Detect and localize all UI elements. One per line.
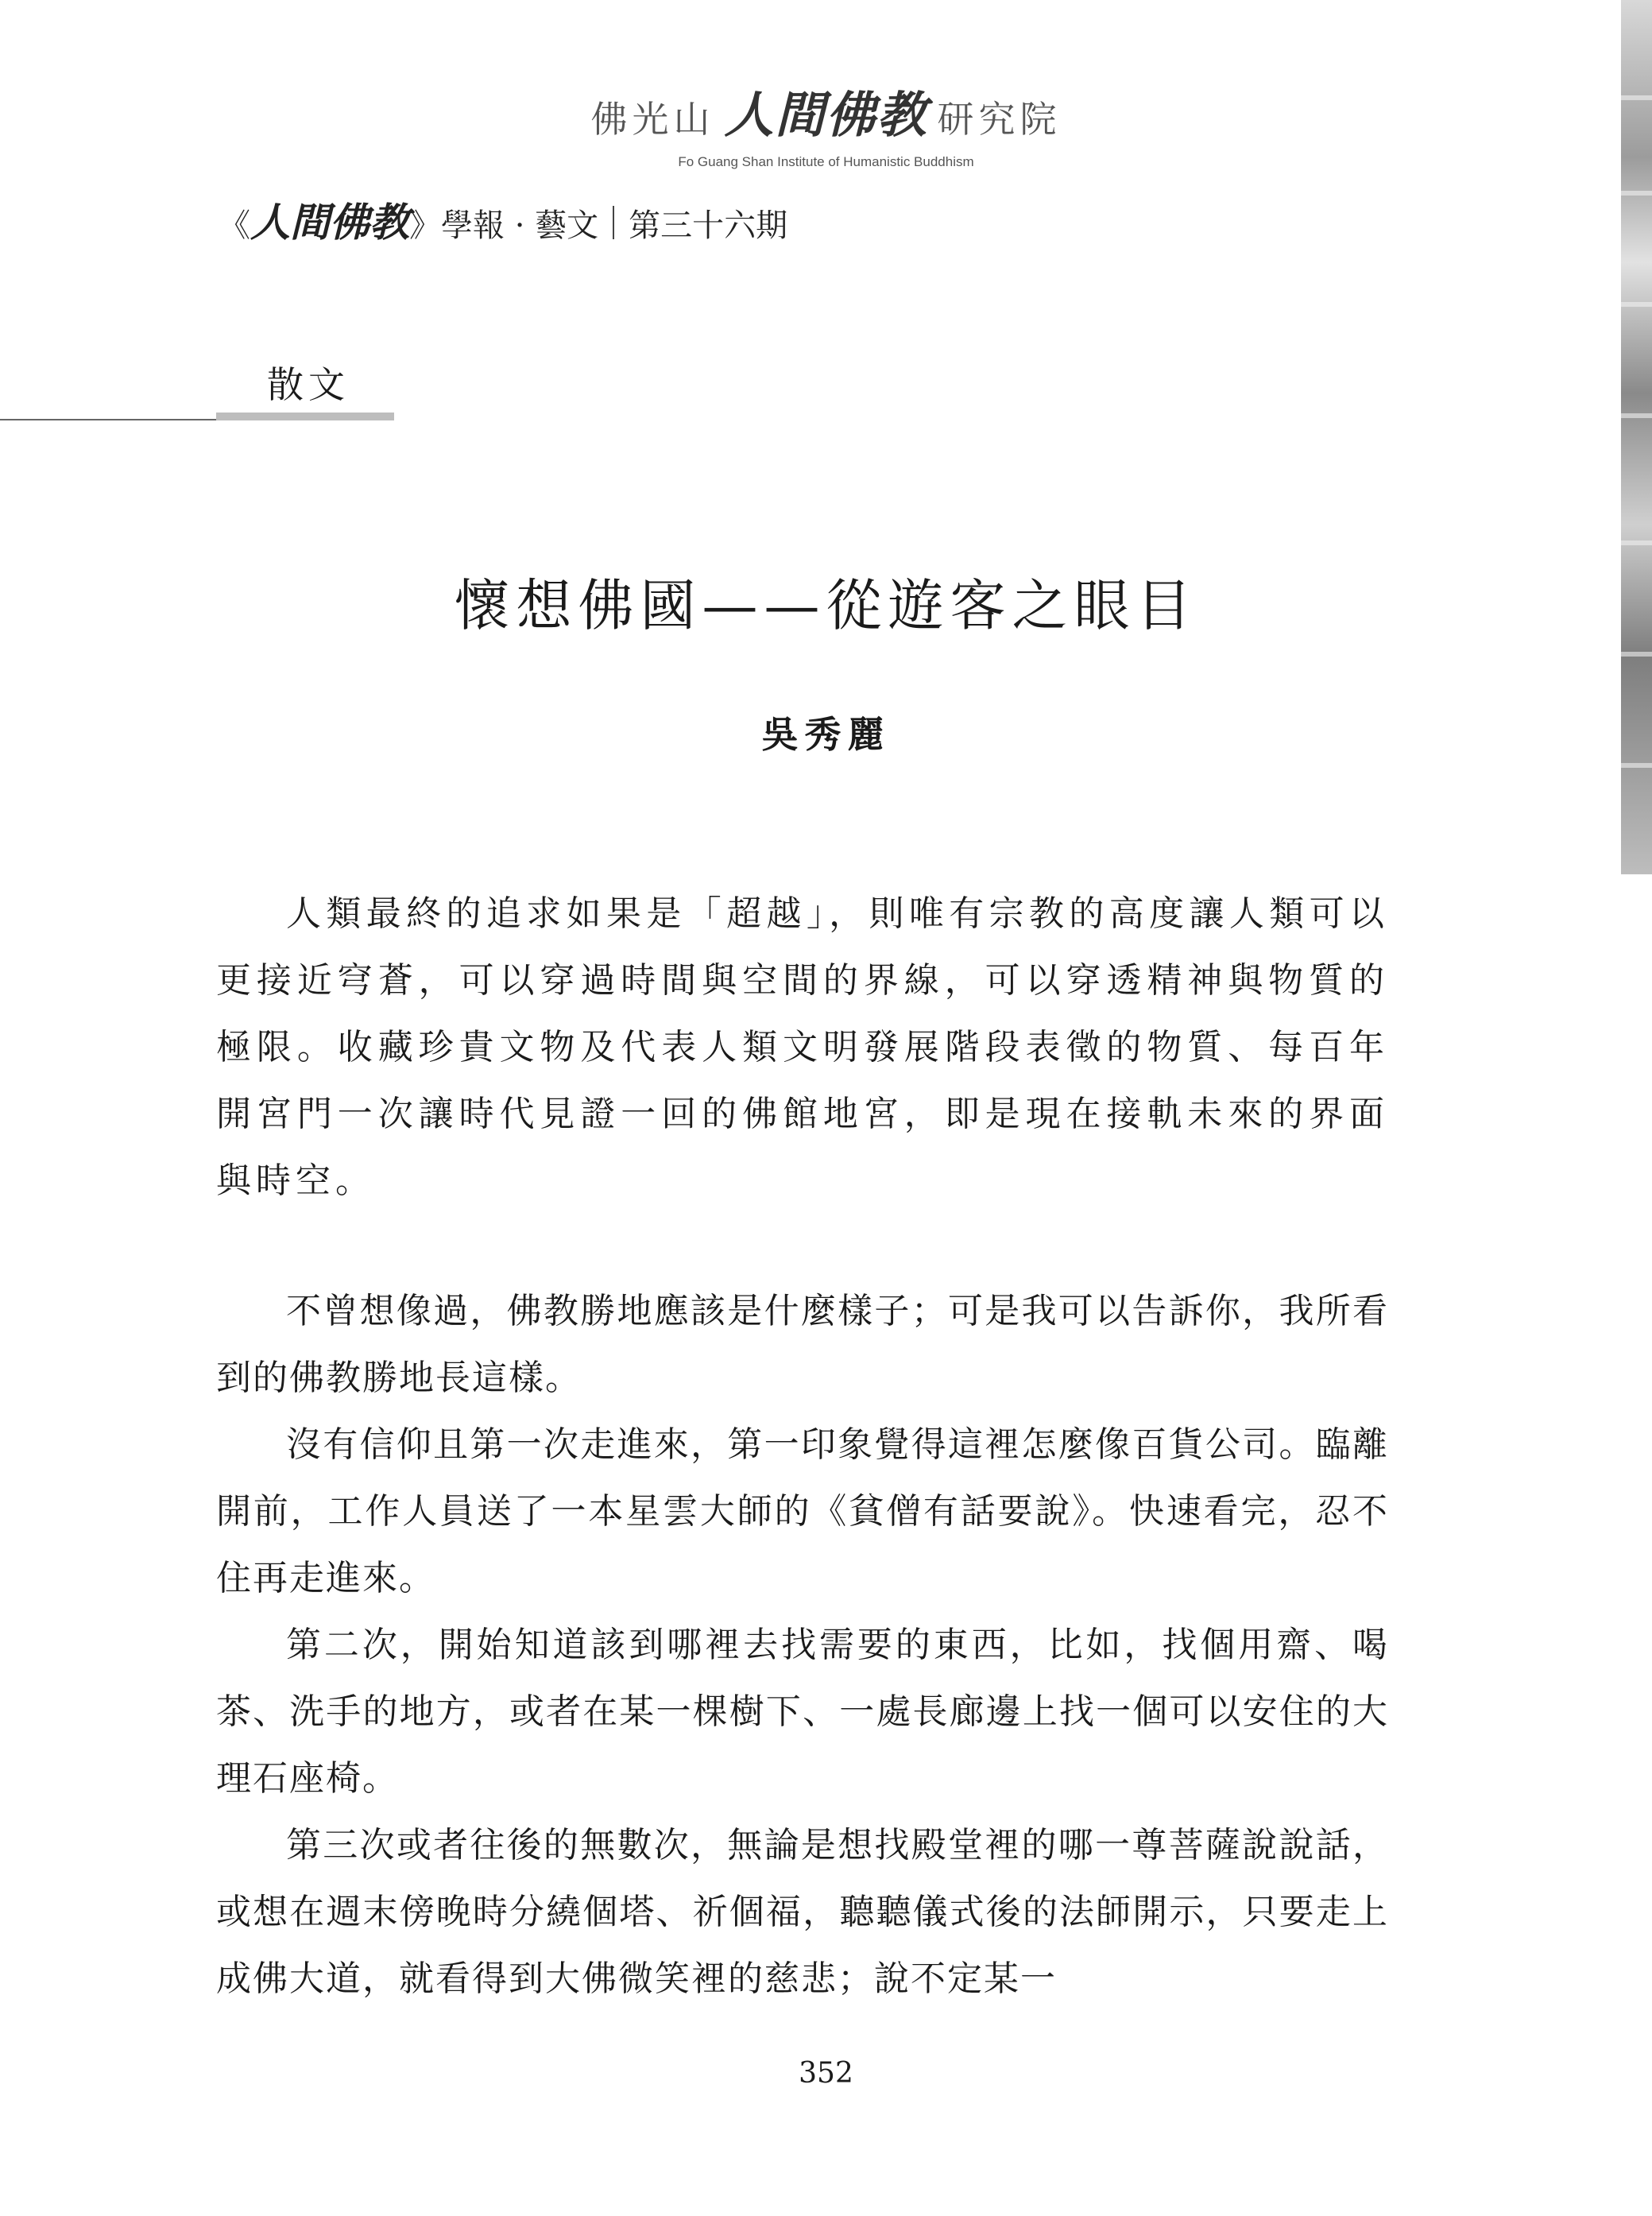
article-title: 懷想佛國——從遊客之眼目 [454,573,1198,638]
journal-running-head [219,191,787,248]
article-paragraph: 第三次或者往後的無數次，無論是想找殿堂裡的哪一尊菩薩說說話，或想在週末傍晚時分繞個塔、祈個福，聽聽儀式後的法師開示，只要走上成佛大道，就看得到大佛微笑裡的慈悲；說不定某一 [216,1825,1389,1999]
article-paragraph: 第二次，開始知道該到哪裡去找需要的東西，比如，找個用齋、喝茶、洗手的地方，或者在某一棵樹下、一處長廊邊上找一個可以安住的大理石座椅。 [216,1625,1389,1799]
institute-header [0,76,1652,170]
institute-calligraphy-logo: 人間佛教 [724,86,928,144]
article-paragraph: 不曾想像過，佛教勝地應該是什麼樣子；可是我可以告訴你，我所看到的佛教勝地長這樣。 [216,1291,1389,1398]
journal-divider [613,206,614,239]
institute-name-left: 佛光山 [590,98,715,141]
section-label: 散文 [267,363,350,406]
journal-issue: 第三十六期 [629,207,788,244]
article-paragraph: 人類最終的追求如果是「超越」，則唯有宗教的高度讓人類可以更接近穹蒼，可以穿過時間與空間的界線，可以穿透精神與物質的極限。收藏珍貴文物及代表人類文明發展階段表徵的物質、每百年開宮門一次讓時代見證一回的佛館地宮，即是現在接軌未來的界面與時空。 [216,893,1389,1201]
article-paragraph: 沒有信仰且第一次走進來，第一印象覺得這裡怎麼像百貨公司。臨離開前，工作人員送了一本星雲大師的《貧僧有話要說》。快速看完，忍不住再走進來。 [216,1424,1389,1598]
section-tab-bar [216,413,394,420]
institute-name [0,76,1652,146]
page-number: 352 [799,2057,853,2090]
journal-calligraphy-name: 人間佛教 [250,199,409,246]
journal-close-bracket: 》 [409,207,441,244]
journal-open-bracket: 《 [219,207,250,244]
institute-english-name: Fo Guang Shan Institute of Humanistic Buddhism [678,154,974,169]
journal-series: 學報 · 藝文 [441,207,599,244]
institute-name-right: 研究院 [937,98,1062,141]
article-author: 吳秀麗 [761,713,891,756]
